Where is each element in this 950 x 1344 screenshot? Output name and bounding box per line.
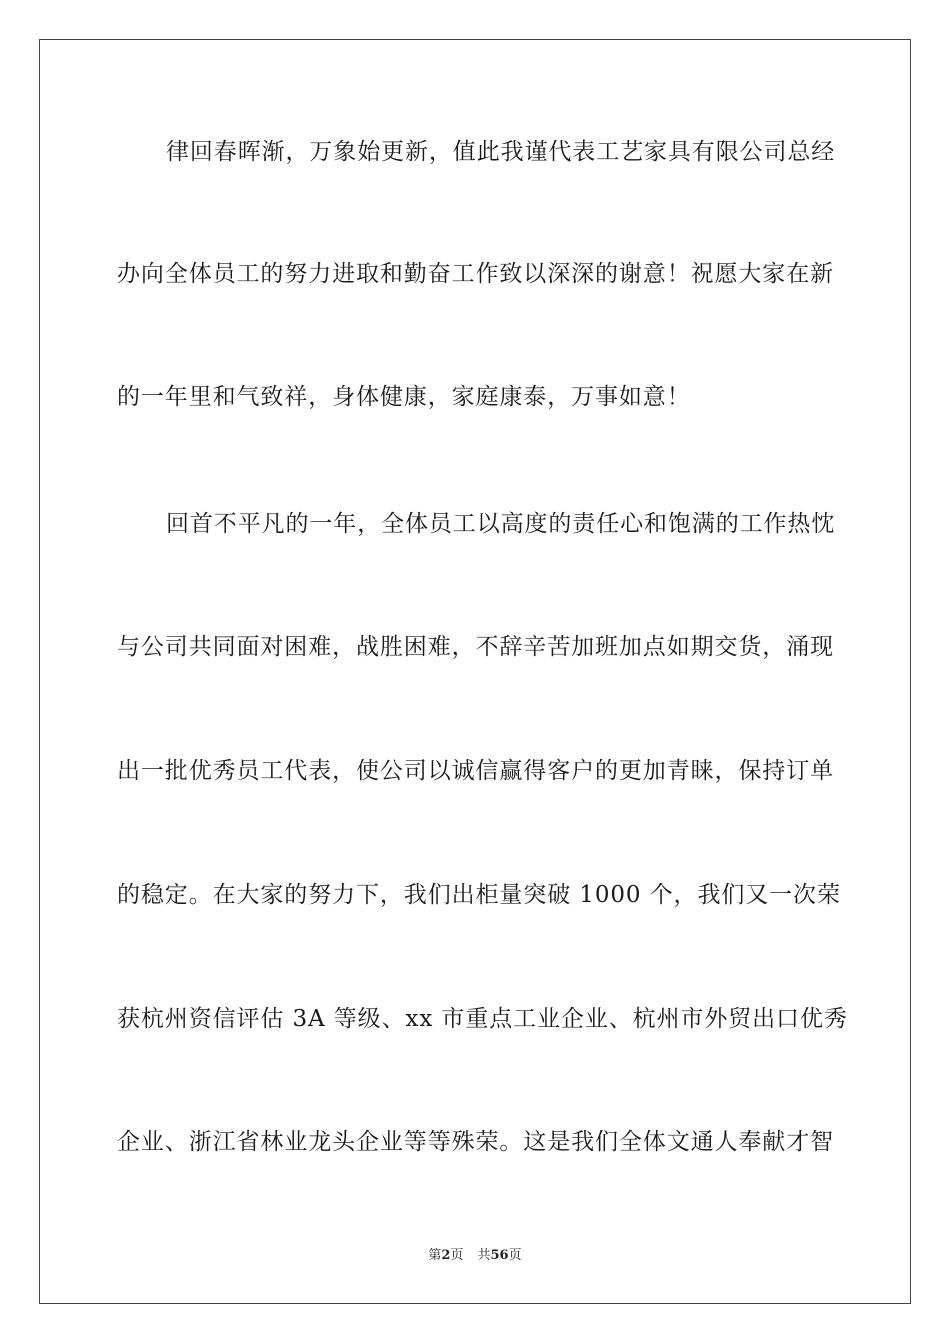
paragraph-2-line-2: 与公司共同面对困难，战胜困难，不辞辛苦加班加点如期交货，涌现 [117, 634, 834, 660]
paragraph-2-line-3: 出一批优秀员工代表，使公司以诚信赢得客户的更加青睐，保持订单 [117, 758, 834, 784]
page-number: 2 [441, 1248, 451, 1263]
total-suffix: 页 [508, 1248, 522, 1263]
paragraph-1-line-2: 办向全体员工的努力进取和勤奋工作致以深深的谢意！祝愿大家在新 [117, 261, 834, 287]
total-pages: 56 [490, 1248, 509, 1263]
paragraph-1-line-1: 律回春晖渐，万象始更新，值此我谨代表工艺家具有限公司总经 [166, 139, 836, 165]
page-border [39, 39, 911, 1304]
paragraph-2-line-1: 回首不平凡的一年，全体员工以高度的责任心和饱满的工作热忱 [166, 511, 836, 537]
total-prefix: 共 [477, 1248, 491, 1263]
paragraph-2-line-6: 企业、浙江省林业龙头企业等等殊荣。这是我们全体文通人奉献才智 [117, 1129, 834, 1155]
paragraph-2-line-5: 获杭州资信评估 3A 等级、xx 市重点工业企业、杭州市外贸出口优秀 [117, 1006, 848, 1032]
page-footer [0, 1247, 950, 1265]
paragraph-2-line-4: 的稳定。在大家的努力下，我们出柜量突破 1000 个，我们又一次荣 [117, 882, 841, 908]
paragraph-1-line-3: 的一年里和气致祥，身体健康，家庭康泰，万事如意！ [117, 384, 691, 410]
page-suffix: 页 [450, 1248, 464, 1263]
page-prefix: 第 [428, 1248, 442, 1263]
